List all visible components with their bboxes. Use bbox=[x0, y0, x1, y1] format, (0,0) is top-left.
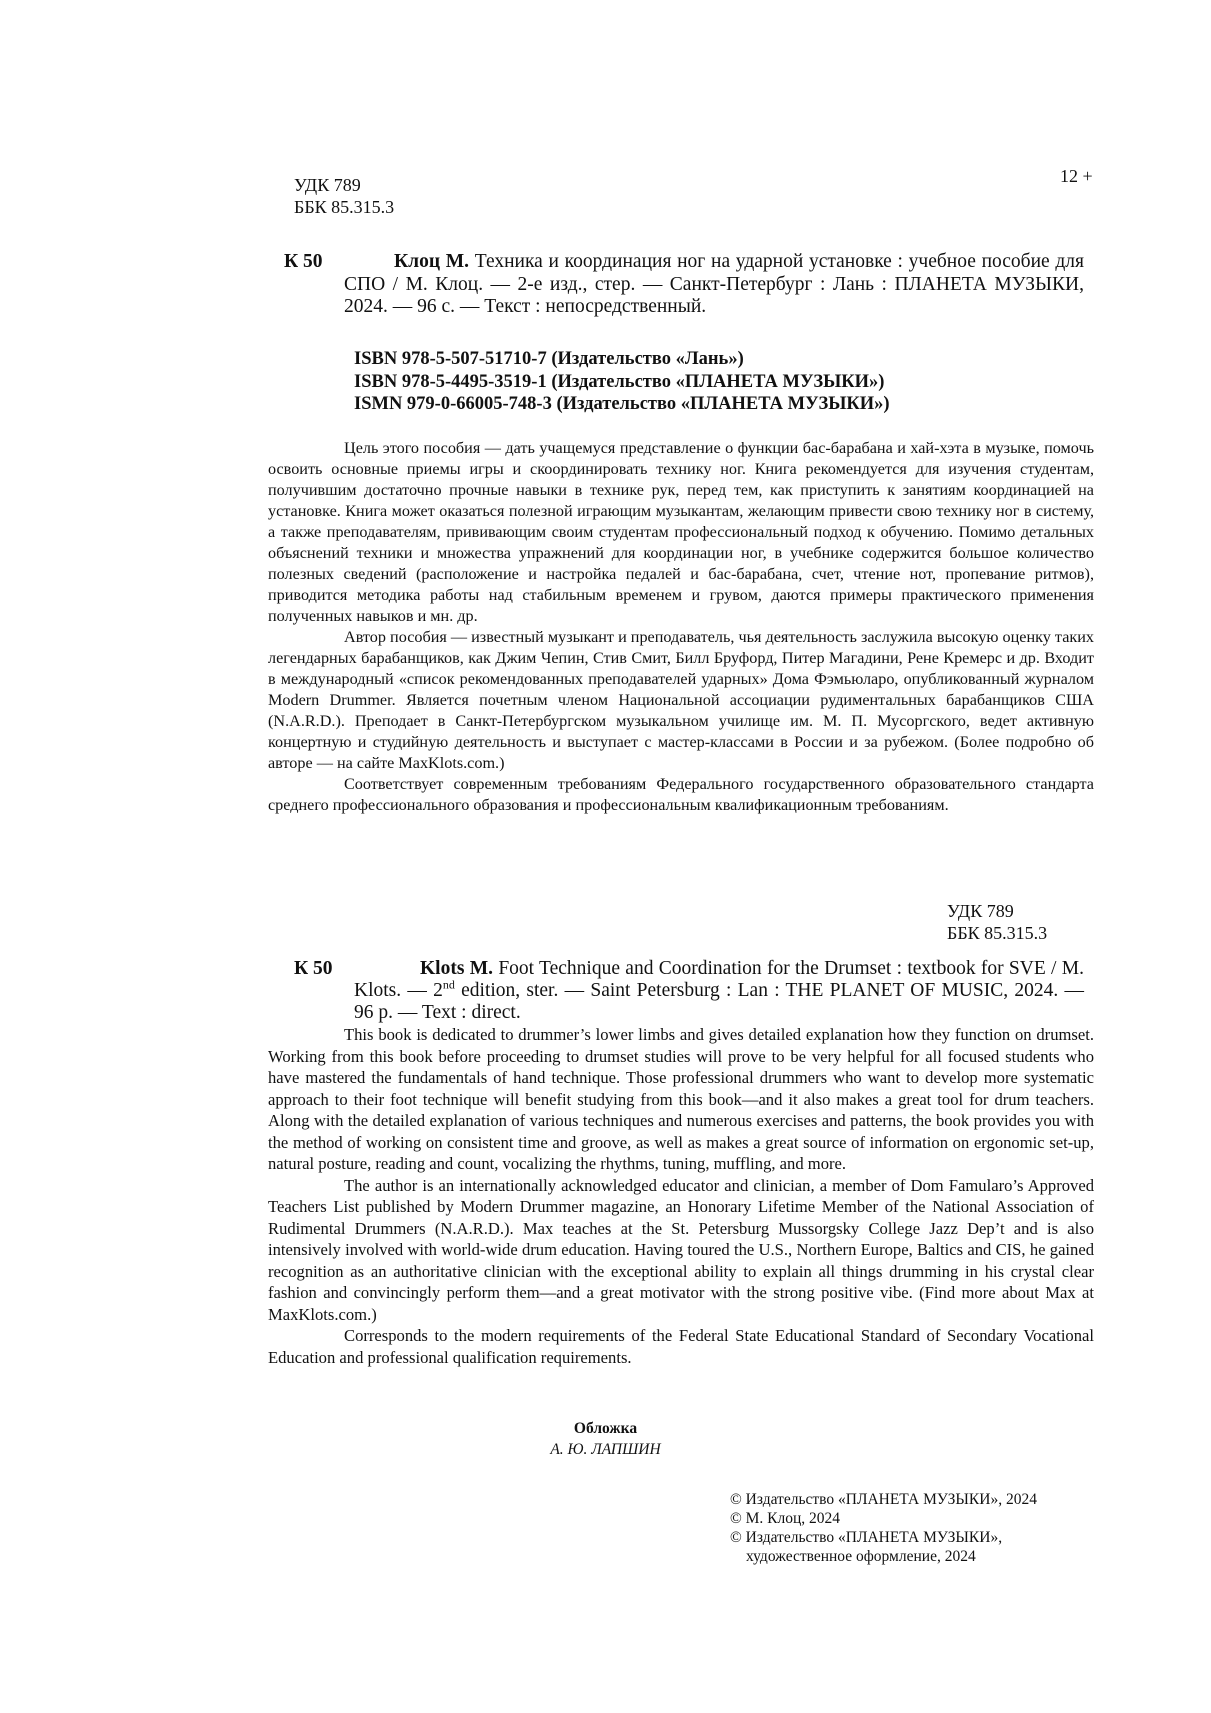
udk-code: УДК 789 bbox=[294, 175, 361, 195]
author-mark: К 50 bbox=[294, 958, 333, 979]
udk-bbk-top bbox=[294, 174, 394, 218]
copyright-line: © Издательство «ПЛАНЕТА МУЗЫКИ», bbox=[730, 1529, 1003, 1546]
bbk-code: ББК 85.315.3 bbox=[294, 197, 395, 217]
entry-description: Техника и координация ног на ударной установке : учебное пособие для СПО / М. Клоц. — 2-е изд., стер. — Санкт-Петербург : Лань : ПЛАНЕТА МУЗЫКИ, 2024. — 96 с. — Текст : непосредственный. bbox=[344, 251, 1084, 317]
cover-artist: А. Ю. ЛАПШИН bbox=[550, 1441, 661, 1458]
copyright-line: художественное оформление, 2024 bbox=[746, 1548, 976, 1565]
copyright-line: © Издательство «ПЛАНЕТА МУЗЫКИ», 2024 bbox=[730, 1491, 1037, 1508]
udk-code: УДК 789 bbox=[947, 901, 1014, 921]
entry-description-cont: edition, ster. — Saint Petersburg : Lan : THE PLANET OF MUSIC, 2024. — 96 p. — Text : direct. bbox=[354, 980, 1084, 1023]
age-rating: 12 + bbox=[1060, 166, 1093, 186]
entry-author: Клоц М. bbox=[394, 251, 470, 272]
entry-body bbox=[284, 251, 1084, 319]
abstract-paragraph: This book is dedicated to drummer’s lower limbs and gives detailed explanation how they function on drumset. Working from this book before proceeding to drumset studies will prove to be very helpful for all focused students who have mastered the fundamentals of hand technique. Those professional drummers who want to develop more systematic approach to their foot technique will benefit studying from this book—and it also makes a great tool for drum teachers. Along with the detailed explanation of various techniques and numerous exercises and patterns, the book provides you with the method of working on consistent time and groove, as well as makes a great source of information on ergonomic set-up, natural posture, reading and count, vocalizing the rhythms, tuning, muffling, and more. bbox=[268, 1025, 1094, 1173]
abstract-ru bbox=[268, 438, 1094, 816]
entry-author: Klots M. bbox=[420, 958, 494, 979]
abstract-en bbox=[268, 1024, 1094, 1368]
entry-description: Foot Technique and Coordination for the Drumset : textbook for SVE / M. Klots. — 2 bbox=[354, 958, 1084, 1001]
cover-title: Обложка bbox=[573, 1420, 638, 1437]
identifier-list bbox=[354, 348, 890, 416]
ismn-planet: ISMN 979-0-66005-748-3 (Издательство «ПЛАНЕТА МУЗЫКИ») bbox=[354, 394, 890, 414]
bbk-code: ББК 85.315.3 bbox=[947, 923, 1048, 943]
isbn-lan: ISBN 978-5-507-51710-7 (Издательство «Лань») bbox=[354, 349, 744, 369]
bibliographic-entry-en bbox=[294, 958, 1084, 1024]
ordinal-suffix: nd bbox=[442, 977, 455, 992]
cover-credit bbox=[0, 1418, 1211, 1460]
author-mark: К 50 bbox=[284, 251, 323, 272]
bibliographic-entry-ru bbox=[284, 251, 1084, 319]
abstract-paragraph: Соответствует современным требованиям Федерального государственного образовательного стандарта среднего профессионального образования и профессиональным квалификационным требованиям. bbox=[268, 775, 1094, 814]
isbn-planet: ISBN 978-5-4495-3519-1 (Издательство «ПЛАНЕТА МУЗЫКИ») bbox=[354, 371, 885, 392]
abstract-paragraph: Цель этого пособия — дать учащемуся представление о функции бас-барабана и хай-хэта в музыке, помочь освоить основные приемы игры и скоординировать технику ног. Книга рекомендуется для изучения студентам, получившим достаточно прочные навыки в технике рук, перед тем, как приступить к занятиям координацией на установке. Книга может оказаться полезной играющим музыкантам, желающим привести свою технику ног в систему, а также преподавателям, прививающим своим студентам профессиональный подход к обучению. Помимо детальных объяснений техники и множества упражнений для координации ног, в учебнике содержится большое количество полезных сведений (расположение и настройка педалей и бас-барабана, счет, чтение нот, пропевание ритмов), приводится методика работы над стабильным временем и грувом, даются примеры практического применения полученных навыков и мн. др. bbox=[268, 439, 1094, 625]
copyright-block bbox=[730, 1490, 1037, 1566]
abstract-paragraph: Corresponds to the modern requirements of the Federal State Educational Standard of Secondary Vocational Education and professional qualification requirements. bbox=[268, 1326, 1094, 1367]
entry-body bbox=[294, 958, 1084, 1024]
abstract-paragraph: Автор пособия — известный музыкант и преподаватель, чья деятельность заслужила высокую оценку таких легендарных барабанщиков, как Джим Чепин, Стив Смит, Билл Бруфорд, Питер Магадини, Рене Кремерс и др. Входит в международный «список рекомендованных преподавателей ударных» Дома Фэмьюларо, опубликованный журналом Modern Drummer. Является почетным членом Национальной ассоциации рудиментальных барабанщиков США (N.A.R.D.). Преподает в Санкт-Петербургском музыкальном училище им. М. П. Мусоргского, ведет активную концертную и студийную деятельность и выступает с мастер-классами в России и за рубежом. (Более подробно об авторе — на сайте MaxKlots.com.) bbox=[268, 628, 1094, 772]
udk-bbk-mid bbox=[947, 900, 1047, 944]
abstract-paragraph: The author is an internationally acknowledged educator and clinician, a member of Dom Famularo’s Approved Teachers List published by Modern Drummer magazine, an Honorary Lifetime Member of the National Association of Rudimental Drummers (N.A.R.D.). Max teaches at the St. Petersburg Mussorgsky College Jazz Dep’t and is also intensively involved with world-wide drum education. Having toured the U.S., Northern Europe, Baltics and CIS, he gained recognition as an authoritative clinician with the exceptional ability to explain all things drumming in his crystal clear fashion and convincingly perform them—and a great motivator with the strong positive vibe. (Find more about Max at MaxKlots.com.) bbox=[268, 1175, 1094, 1324]
copyright-line: © М. Клоц, 2024 bbox=[730, 1510, 841, 1527]
